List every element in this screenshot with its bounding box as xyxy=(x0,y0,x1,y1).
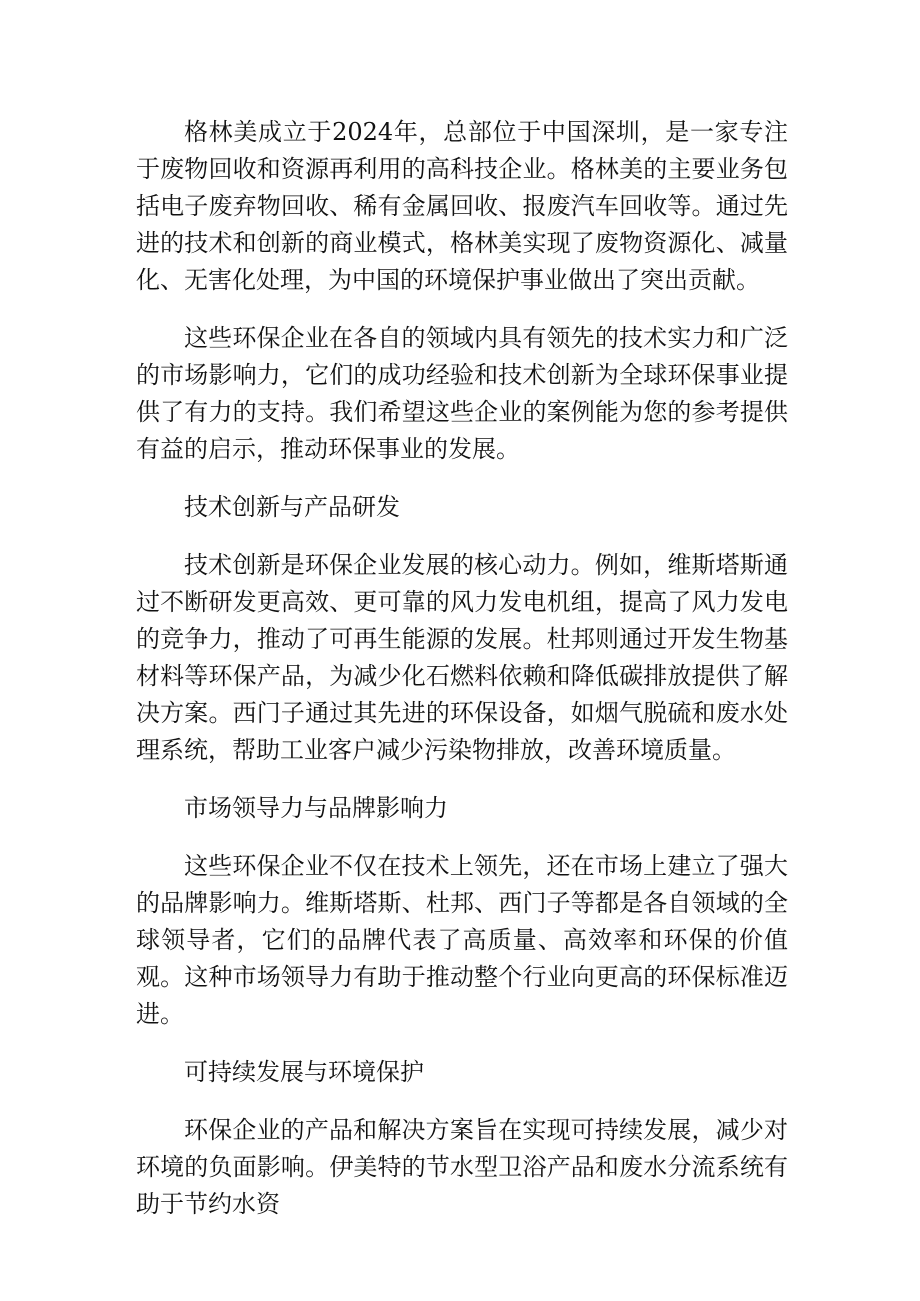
paragraph-tech-innovation: 技术创新是环保企业发展的核心动力。例如，维斯塔斯通过不断研发更高效、更可靠的风力发电机组，提高了风力发电的竞争力，推动了可再生能源的发展。杜邦则通过开发生物基材料等环保产品，为减少化石燃料依赖和降低碳排放提供了解决方案。西门子通过其先进的环保设备，如烟气脱硫和废水处理系统，帮助工业客户减少污染物排放，改善环境质量。 xyxy=(136,551,788,764)
document-body xyxy=(136,114,788,1244)
heading-market-leadership: 市场领导力与品牌影响力 xyxy=(184,794,448,822)
heading-sustainability: 可持续发展与环境保护 xyxy=(184,1058,424,1086)
paragraph-enterprise-summary: 这些环保企业在各自的领域内具有领先的技术实力和广泛的市场影响力，它们的成功经验和技术创新为全球环保事业提供了有力的支持。我们希望这些企业的案例能为您的参考提供有益的启示，推动环保事业的发展。 xyxy=(136,324,788,463)
paragraph-sustainability: 环保企业的产品和解决方案旨在实现可持续发展，减少对环境的负面影响。伊美特的节水型卫浴产品和废水分流系统有助于节约水资 xyxy=(136,1116,788,1218)
paragraph-gem-company: 格林美成立于2024年，总部位于中国深圳，是一家专注于废物回收和资源再利用的高科技企业。格林美的主要业务包括电子废弃物回收、稀有金属回收、报废汽车回收等。通过先进的技术和创新的商业模式，格林美实现了废物资源化、减量化、无害化处理，为中国的环境保护事业做出了突出贡献。 xyxy=(136,118,788,294)
heading-tech-innovation: 技术创新与产品研发 xyxy=(184,493,400,521)
paragraph-market-leadership: 这些环保企业不仅在技术上领先，还在市场上建立了强大的品牌影响力。维斯塔斯、杜邦、西门子等都是各自领域的全球领导者，它们的品牌代表了高质量、高效率和环保的价值观。这种市场领导力有助于推动整个行业向更高的环保标准迈进。 xyxy=(136,852,788,1028)
